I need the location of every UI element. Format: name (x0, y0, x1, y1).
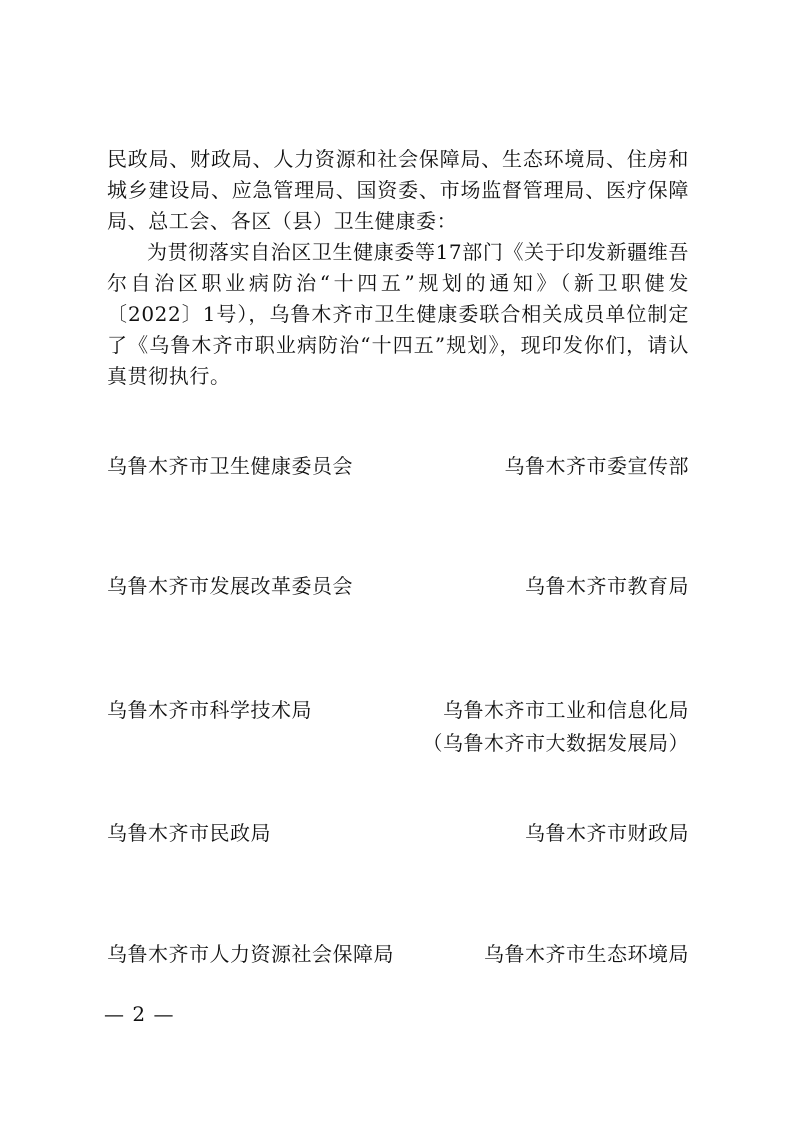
main-paragraph: 为贯彻落实自治区卫生健康委等17部门《关于印发新疆维吾尔自治区职业病防治“十四五”规划的通知》（新卫职健发〔2022〕1号），乌鲁木齐市卫生健康委联合相关成员单位制定了《乌鲁木齐市职业病防治“十四五”规划》，现印发你们，请认真贯彻执行。 (107, 240, 689, 388)
addressee-paragraph: 民政局、财政局、人力资源和社会保障局、生态环境局、住房和城乡建设局、应急管理局、国资委、市场监督管理局、医疗保障局、总工会、各区（县）卫生健康委： (107, 147, 689, 233)
signatory-left-2: 乌鲁木齐市发展改革委员会 (107, 574, 353, 598)
signatory-right-4: 乌鲁木齐市财政局 (525, 821, 689, 845)
signatory-left-5: 乌鲁木齐市人力资源社会保障局 (107, 942, 394, 966)
signatory-left-3: 乌鲁木齐市科学技术局 (107, 698, 312, 722)
signatory-right-1: 乌鲁木齐市委宣传部 (504, 454, 689, 478)
signatory-right-3-subtitle: （乌鲁木齐市大数据发展局） (422, 731, 689, 755)
signatory-right-5: 乌鲁木齐市生态环境局 (484, 942, 689, 966)
signatory-right-2: 乌鲁木齐市教育局 (525, 574, 689, 598)
signatory-right-3: 乌鲁木齐市工业和信息化局 (443, 698, 689, 722)
page-number: — 2 — (104, 1002, 175, 1026)
signatory-left-4: 乌鲁木齐市民政局 (107, 821, 271, 845)
signatory-left-1: 乌鲁木齐市卫生健康委员会 (107, 454, 353, 478)
document-body (107, 144, 689, 392)
